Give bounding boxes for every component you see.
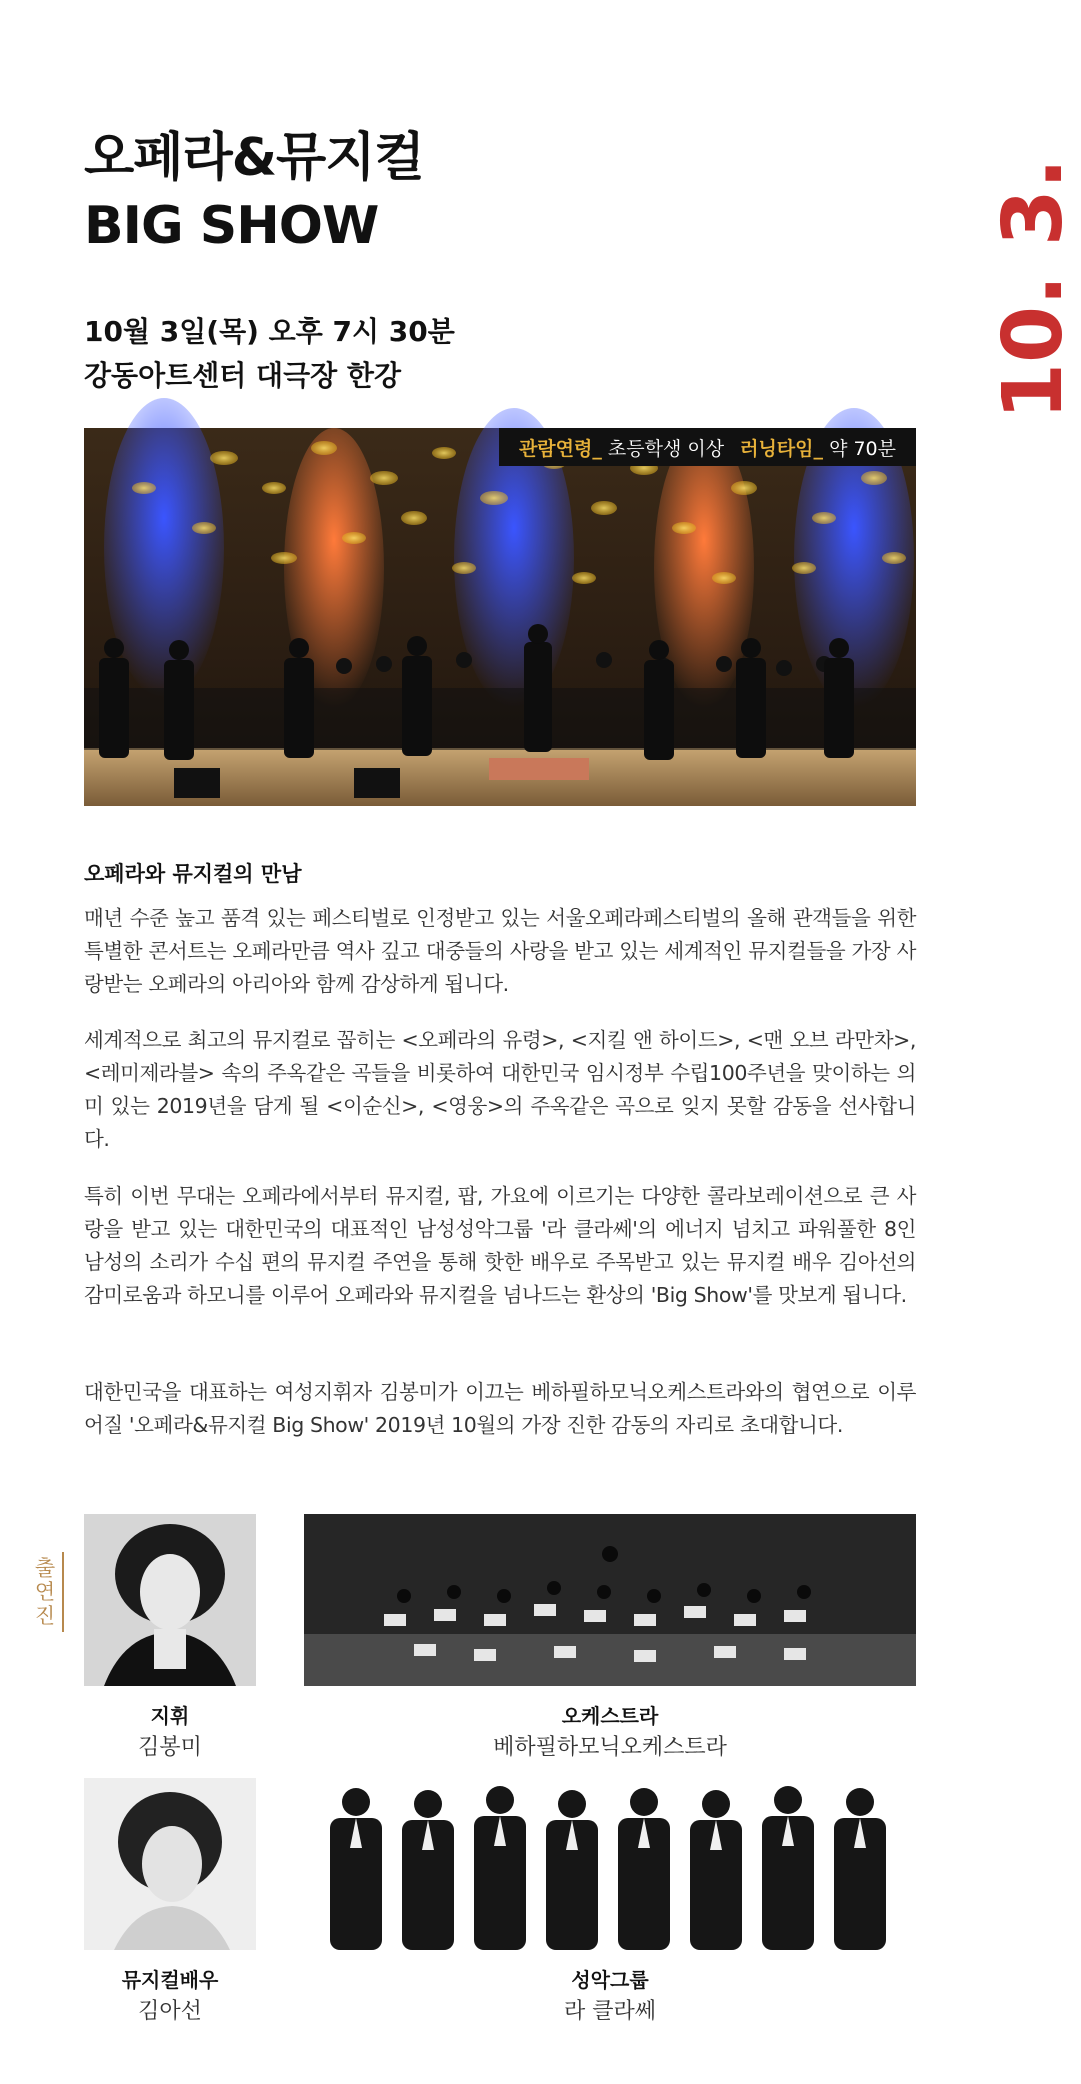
date-vertical: 10. 3.: [986, 157, 1081, 420]
section-title: 오페라와 뮤지컬의 만남: [84, 862, 302, 886]
event-venue: 강동아트센터 대극장 한강: [84, 359, 402, 392]
title-line-2: BIG SHOW: [84, 196, 379, 256]
title-line-1: 오페라&뮤지컬: [84, 128, 424, 188]
role-musical-actor: 뮤지컬배우: [121, 1968, 219, 1992]
name-conductor: 김봉미: [138, 1735, 202, 1760]
paragraph-3: 특히 이번 무대는 오페라에서부터 뮤지컬, 팝, 가요에 이르기는 다양한 콜라보레이션으로 큰 사랑을 받고 있는 대한민국의 대표적인 남성성악그룹 '라 클라쎄'의 에너지 넘치고 파워풀한 8인 남성의 소리가 수십 편의 뮤지컬 주연을 통해 핫한 배우로 주목받고 있는 뮤지컬 배우 김아선의 감미로움과 하모니를 이루어 오페라와 뮤지컬을 넘나드는 환상의 'Big Show'를 맛보게 됩니다.: [84, 1184, 916, 1307]
age-value: 초등학생 이상: [607, 437, 725, 460]
musical-actor-photo: [84, 1778, 256, 1950]
stage-illustration: [84, 428, 916, 806]
role-vocal-group: 성악그룹: [571, 1968, 649, 1992]
runtime-value: 약 70분: [829, 437, 896, 460]
orchestra-photo: [304, 1514, 916, 1686]
cast-label: 출 연 진: [28, 1552, 64, 1632]
paragraph-4: 대한민국을 대표하는 여성지휘자 김봉미가 이끄는 베하필하모닉오케스트라와의 협연으로 이루어질 '오페라&뮤지컬 Big Show' 2019년 10월의 가장 진한 감동의 자리로 초대합니다.: [84, 1380, 916, 1437]
paragraph-1: 매년 수준 높고 품격 있는 페스티벌로 인정받고 있는 서울오페라페스티벌의 올해 관객들을 위한 특별한 콘서트는 오페라만큼 역사 깊고 대중들의 사랑을 받고 있는 세계적인 뮤지컬들을 가장 사랑받는 오페라의 아리아와 함께 감상하게 됩니다.: [84, 906, 916, 996]
name-vocal-group: 라 클라쎄: [563, 1999, 656, 2024]
hero-stage-photo: [84, 428, 916, 806]
age-label: 관람연령_: [518, 437, 602, 460]
conductor-photo: [84, 1514, 256, 1686]
vocal-group-photo: [320, 1778, 900, 1950]
audience-info-badge: [499, 428, 916, 466]
event-datetime: 10월 3일(목) 오후 7시 30분: [84, 315, 455, 348]
name-musical-actor: 김아선: [138, 1999, 202, 2024]
role-conductor: 지휘: [150, 1704, 190, 1728]
role-orchestra: 오케스트라: [561, 1704, 659, 1728]
runtime-label: 러닝타임_: [740, 437, 824, 460]
paragraph-2: 세계적으로 최고의 뮤지컬로 꼽히는 <오페라의 유령>, <지킬 앤 하이드>, <맨 오브 라만차>, <레미제라블> 속의 주옥같은 곡들을 비롯하여 대한민국 임시정부 수립100주년을 맞이하는 의미 있는 2019년을 담게 될 <이순신>, <영웅>의 주옥같은 곡으로 잊지 못할 감동을 선사합니다.: [84, 1028, 916, 1151]
name-orchestra: 베하필하모닉오케스트라: [493, 1735, 727, 1760]
